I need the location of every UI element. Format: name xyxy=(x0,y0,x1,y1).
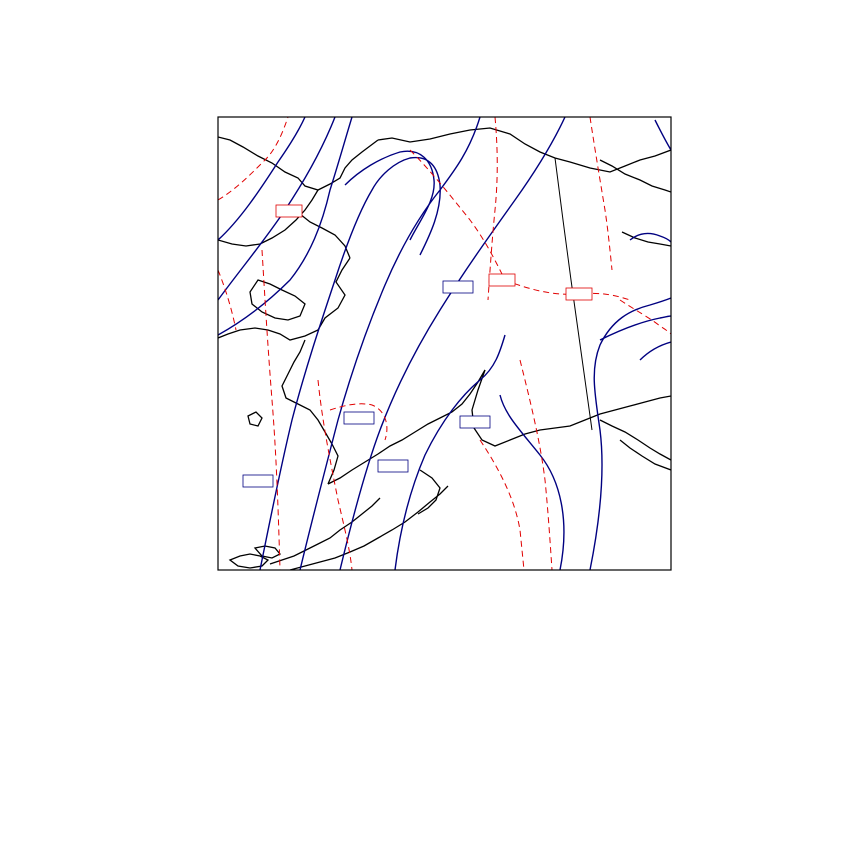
coastline xyxy=(218,128,671,570)
contour-labels xyxy=(243,205,592,487)
height-contours xyxy=(218,117,671,570)
